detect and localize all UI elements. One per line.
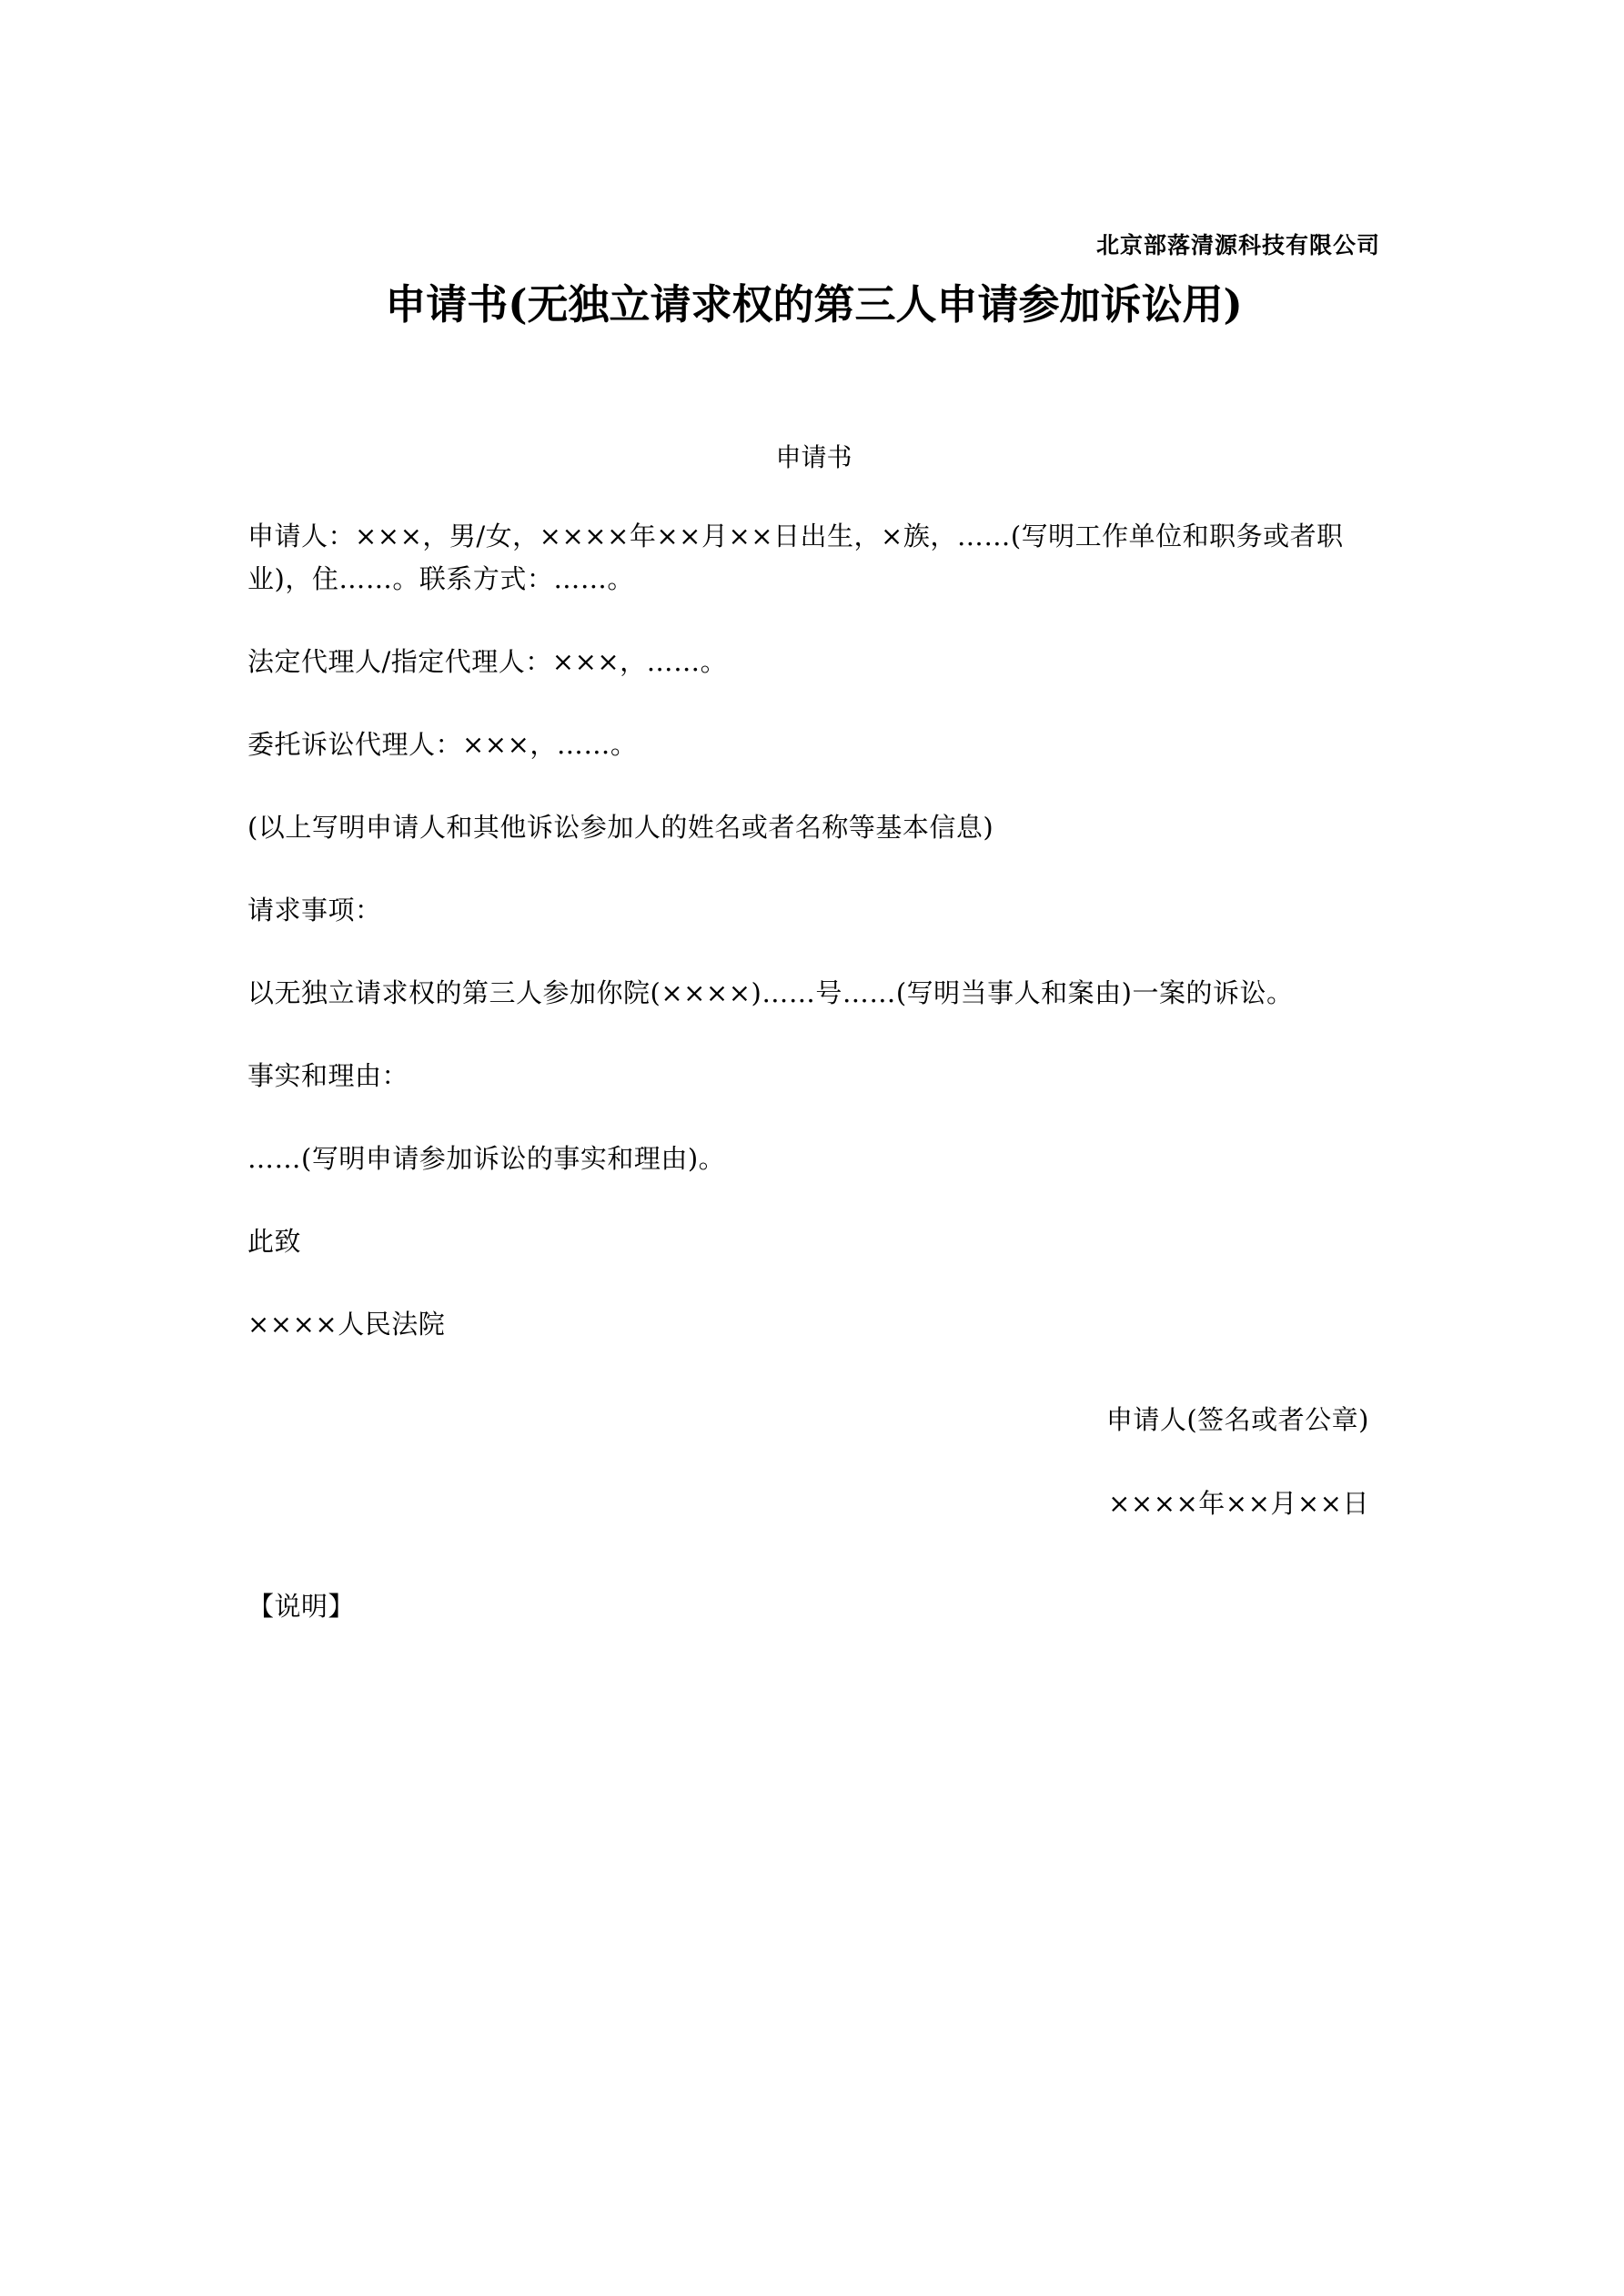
paragraph-facts-heading: 事实和理由： — [247, 1060, 409, 1092]
document-content — [247, 0, 1380, 1627]
date-line: ××××年××月××日 — [1108, 1488, 1369, 1520]
paragraph-closing: 此致 — [247, 1226, 302, 1258]
signature-line: 申请人(签名或者公章) — [1105, 1404, 1369, 1436]
paragraph-basic-info-note: (以上写明申请人和其他诉讼参加人的姓名或者名称等基本信息) — [247, 812, 994, 844]
company-name: 北京部落清源科技有限公司 — [1095, 232, 1380, 258]
page-title: 申请书(无独立请求权的第三人申请参加诉讼用) — [385, 280, 1243, 329]
document-subtitle: 申请书 — [775, 442, 852, 473]
paragraph-applicant: 申请人：×××，男/女，××××年××月××日出生，×族，……(写明工作单位和职务或者职业)，住……。联系方式：……。 — [247, 521, 1344, 595]
paragraph-legal-representative: 法定代理人/指定代理人：×××，……。 — [247, 646, 728, 678]
paragraph-entrusted-agent: 委托诉讼代理人：×××，……。 — [247, 729, 638, 761]
note-heading: 【说明】 — [247, 1590, 356, 1622]
paragraph-court-name: ××××人民法院 — [247, 1309, 446, 1340]
paragraph-request-body: 以无独立请求权的第三人参加你院(××××)……号……(写明当事人和案由)一案的诉讼。 — [247, 977, 1294, 1009]
paragraph-facts-body: ……(写明申请参加诉讼的事实和理由)。 — [247, 1143, 726, 1175]
paragraph-request-heading: 请求事项： — [247, 895, 382, 926]
